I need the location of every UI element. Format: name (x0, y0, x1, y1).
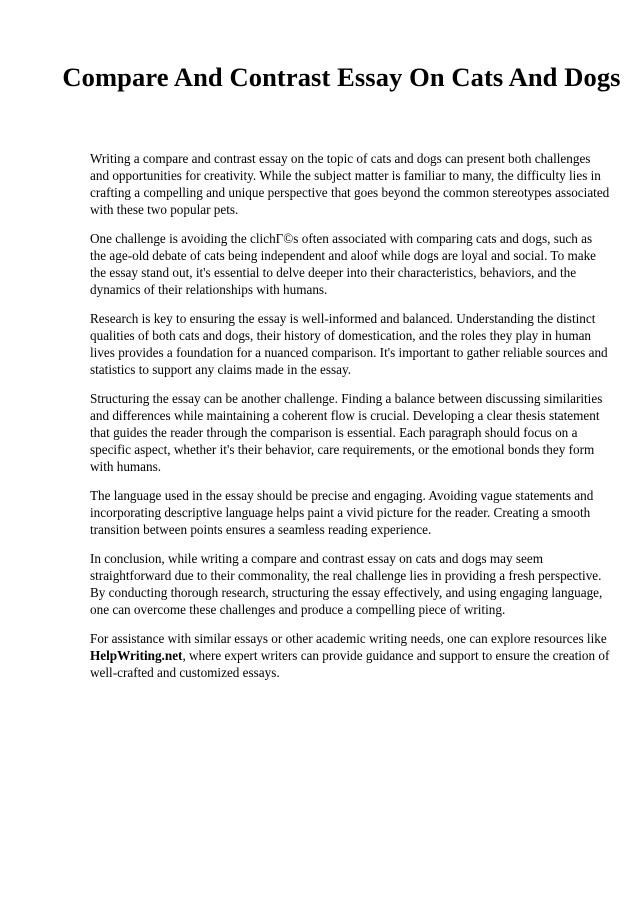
paragraph-structure: Structuring the essay can be another challenge. Finding a balance between discussing similarities and differences while maintaining a coherent flow is crucial. Developing a clear thesis statement that guides the reader through the comparison is essential. Each paragraph should focus on a specific aspect, whether it's their behavior, care requirements, or the emotional bonds they form with humans. (90, 391, 603, 474)
paragraph-conclusion: In conclusion, while writing a compare and contrast essay on cats and dogs may seem straightforward due to their commonality, the real challenge lies in providing a fresh perspective. By conducting thorough research, structuring the essay effectively, and using engaging language, one can overcome these challenges and produce a compelling piece of writing. (90, 551, 603, 617)
paragraph-cliches: One challenge is avoiding the clichГ©s often associated with comparing cats and dogs, such as the age-old debate of cats being independent and aloof while dogs are loyal and social. To make the essay stand out, it's essential to delve deeper into their characteristics, behaviors, and the dynamics of their relationships with humans. (90, 231, 597, 297)
paragraph-language: The language used in the essay should be precise and engaging. Avoiding vague statements and incorporating descriptive language helps paint a vivid picture for the reader. Creating a smooth transition between points ensures a seamless reading experience. (90, 488, 594, 537)
closing-text-after-link: , where expert writers can provide guidance and support to ensure the creation of well-crafted and customized essays. (90, 648, 610, 680)
essay-body (90, 150, 610, 693)
helpwriting-link[interactable]: HelpWriting.net (90, 648, 183, 663)
closing-text-before-link: For assistance with similar essays or other academic writing needs, one can explore resources like (90, 631, 607, 646)
paragraph-closing (90, 630, 610, 681)
paragraph-research: Research is key to ensuring the essay is well-informed and balanced. Understanding the distinct qualities of both cats and dogs, their history of domestication, and the roles they play in human lives provides a foundation for a nuanced comparison. It's important to gather reliable sources and statistics to support any claims made in the essay. (90, 311, 608, 377)
essay-title: Compare And Contrast Essay On Cats And Dogs (62, 62, 621, 92)
paragraph-intro: Writing a compare and contrast essay on the topic of cats and dogs can present both challenges and opportunities for creativity. While the subject matter is familiar to many, the difficulty lies in crafting a compelling and unique perspective that goes beyond the common stereotypes associated with these two popular pets. (90, 151, 610, 217)
